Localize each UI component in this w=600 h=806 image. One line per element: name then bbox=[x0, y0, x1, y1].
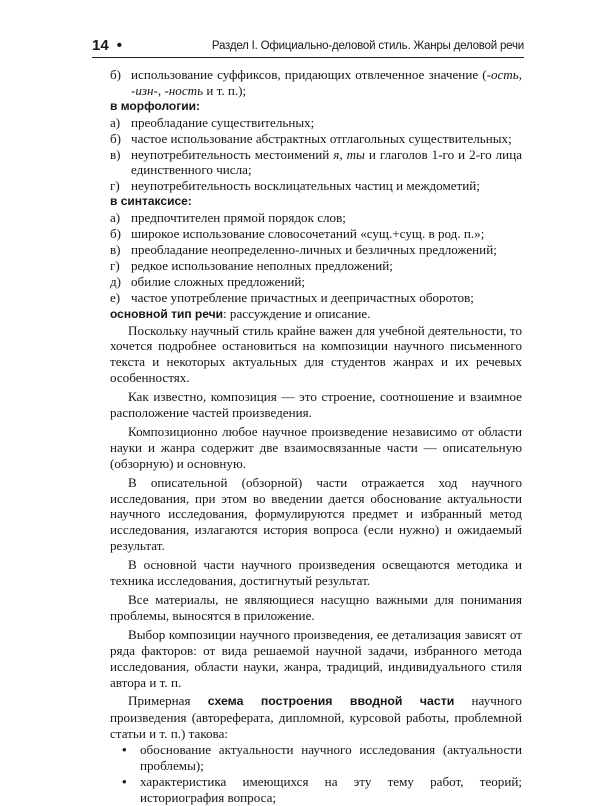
bullet-item: • характеристика имеющихся на эту тему работ, теорий; историография вопроса; bbox=[122, 773, 522, 805]
section-label-morphology: в морфологии: bbox=[110, 98, 201, 113]
paragraph: Выбор композиции научного произведения, ее детализация зависят от ряда факторов: от вида решаемой научной задачи, избранного метода исследования, области науки, жанра, традиций, индивидуального стиля автора и т. п. bbox=[110, 626, 522, 690]
list-item: д) обилие сложных предложений; bbox=[110, 273, 306, 289]
paragraph: Поскольку научный стиль крайне важен для учебной деятельности, то хочется подробнее остановиться на композиции научного письменного текста и некоторых актуальных для студентов жанрах и их речевых особенностях. bbox=[110, 322, 522, 386]
running-head-title: Раздел I. Официально-деловой стиль. Жанры деловой речи bbox=[211, 40, 524, 52]
list-item: е) частое употребление причастных и деепричастных оборотов; bbox=[110, 289, 474, 305]
speech-type-line: основной тип речи: рассуждение и описание. bbox=[110, 305, 371, 321]
page-number: 14 • bbox=[92, 37, 122, 54]
header-rule bbox=[92, 57, 524, 58]
paragraph: Композиционно любое научное произведение независимо от области науки и жанра содержит две взаимосвязанные части — описательную (обзорную) и основную. bbox=[110, 423, 522, 471]
list-item: а) предпочтителен прямой порядок слов; bbox=[110, 210, 346, 226]
list-item: в) преобладание неопределенно-личных и безличных предложений; bbox=[110, 241, 497, 257]
page-body bbox=[110, 67, 522, 806]
list-item: б) широкое использование словосочетаний «сущ.+сущ. в род. п.»; bbox=[110, 226, 485, 242]
section-label-syntax: в синтаксисе: bbox=[110, 194, 192, 209]
paragraph: В описательной (обзорной) части отражается ход научного исследования, при этом во введении дается обоснование актуальности научного исследования, формулируются предмет и избранный метод исследования, излагаются история вопроса (если нужно) и ожидаемый результат. bbox=[110, 474, 522, 554]
paragraph: Как известно, композиция — это строение, соотношение и взаимное расположение частей произведения. bbox=[110, 389, 522, 421]
list-item: в) неупотребительность местоимений я, ты и глаголов 1-го и 2-го лица единственного числа; bbox=[110, 146, 523, 178]
bullet-item: • обоснование актуальности научного исследования (актуальности проблемы); bbox=[122, 742, 522, 774]
list-item: а) преобладание существительных; bbox=[110, 114, 315, 130]
list-item: г) неупотребительность восклицательных частиц и междометий; bbox=[110, 178, 480, 194]
running-header bbox=[92, 37, 524, 57]
paragraph: В основной части научного произведения освещаются методика и техника исследования, достигнутый результат. bbox=[110, 557, 522, 589]
list-item: г) редкое использование неполных предложений; bbox=[110, 257, 393, 273]
list-item: б) использование суффиксов, придающих отвлеченное значение (-ость, -изн-, -ность и т. п.); bbox=[110, 67, 522, 98]
list-item: б) частое использование абстрактных отглагольных существительных; bbox=[110, 130, 512, 146]
paragraph-schema: Примерная схема построения вводной части научного произведения (автореферата, дипломной, курсовой работы, проблемной статьи и т. п.) такова: bbox=[110, 693, 522, 742]
header-bullet: • bbox=[116, 37, 122, 54]
paragraph: Все материалы, не являющиеся насущно важными для понимания проблемы, выносятся в приложение. bbox=[110, 592, 522, 623]
